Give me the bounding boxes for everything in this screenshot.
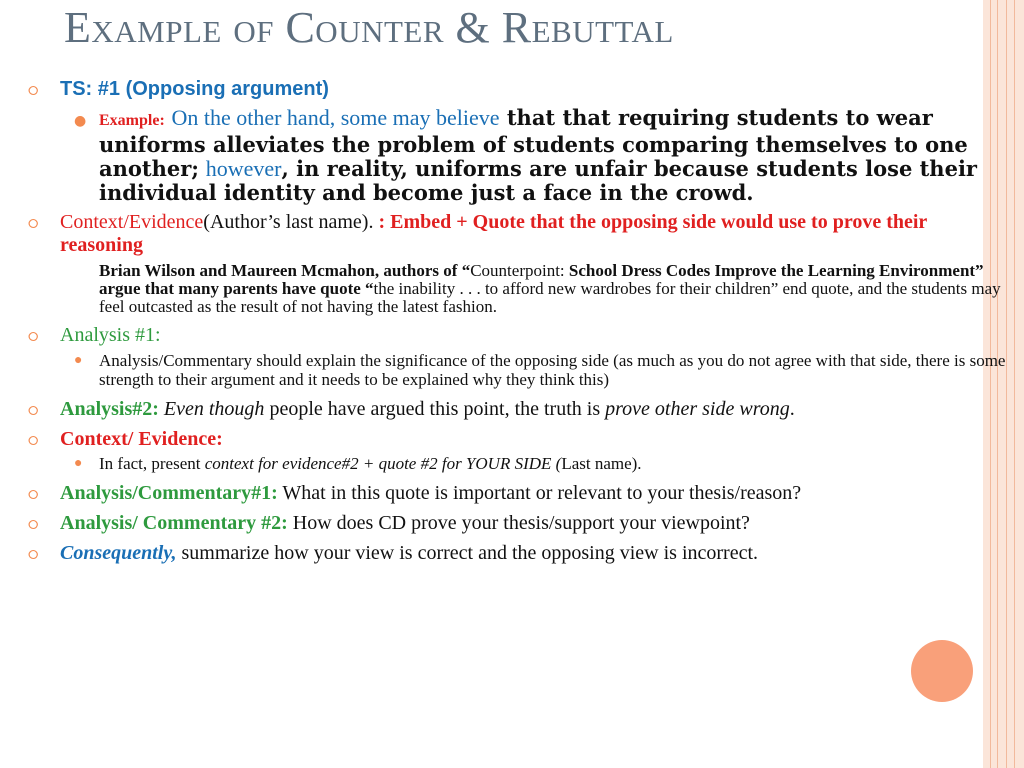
circle-bullet-icon: ⭘ (28, 216, 39, 231)
context-label: Context/Evidence (60, 211, 204, 233)
quote-bold-1: Brian Wilson and Maureen Mcmahon, authors of “ (99, 261, 471, 280)
in-fact-italic: context for evidence#2 + quote #2 for YOUR SIDE ( (204, 454, 562, 473)
slide-content (28, 78, 1012, 572)
example-blue-2: however (205, 156, 282, 181)
bullet-analysis-commentary-1 (28, 482, 1012, 505)
example-blue-1: On the other hand, some may believe (171, 105, 500, 130)
analysis-2-italic-1: Even though (158, 398, 265, 420)
bullet-consequently (28, 542, 1012, 565)
circle-bullet-icon: ⭘ (28, 83, 39, 98)
slide-title: Example of Counter & Rebuttal (64, 3, 674, 52)
analysis-2-text-2: . (789, 398, 795, 420)
ts-label: TS: #1 (Opposing argument) (60, 78, 329, 100)
quote-plain-2: the inability . . . to afford new wardrobes for their children” end quote, and the students may feel outcasted as the result of not having the latest fashion. (99, 279, 1001, 316)
consequently-label: Consequently, (60, 542, 177, 564)
in-fact-text-1: In fact, present (99, 454, 205, 473)
bullet-ts (28, 78, 1012, 101)
bullet-context-evidence-1 (28, 211, 1012, 257)
circle-bullet-icon: ⭘ (28, 487, 39, 502)
bullet-context-evidence-2 (28, 428, 1012, 451)
bullet-in-fact (28, 454, 1012, 473)
analysis-commentary-2-label: Analysis/ Commentary #2: (60, 512, 288, 534)
example-label: Example: (99, 112, 165, 129)
bullet-analysis-commentary (28, 351, 1012, 389)
dot-bullet-icon: ● (74, 456, 83, 471)
bullet-analysis-1 (28, 324, 1012, 347)
quote-block (28, 262, 1012, 316)
circle-bullet-icon: ⭘ (28, 403, 39, 418)
circle-bullet-icon: ⭘ (28, 547, 39, 562)
consequently-text: summarize how your view is correct and the opposing view is incorrect. (176, 542, 759, 564)
quote-plain-1: Counterpoint: (470, 261, 569, 280)
analysis-2-label: Analysis#2: (60, 398, 159, 420)
bullet-example (28, 106, 1012, 205)
analysis-2-text-1: people have argued this point, the truth is (264, 398, 606, 420)
dot-bullet-icon: ● (74, 113, 87, 129)
context-red-text: : Embed + Quote that the opposing side would use to prove their reasoning (60, 211, 927, 256)
analysis-2-italic-2: prove other side wrong (605, 398, 790, 420)
decorative-orange-circle (911, 640, 973, 702)
quote-bold-2: School Dress Codes Improve the Learning Environment” argue that many parents have quote “ (99, 261, 984, 298)
decorative-stripe-line (1014, 0, 1015, 768)
example-text-2: , in reality, uniforms are unfair because students lose their individual identity and become just a face in the crowd. (99, 156, 977, 205)
analysis-commentary-2-text: How does CD prove your thesis/support your viewpoint? (287, 512, 750, 534)
bullet-analysis-commentary-2 (28, 512, 1012, 535)
analysis-1-label: Analysis #1: (60, 324, 161, 346)
analysis-commentary-1-text: What in this quote is important or relevant to your thesis/reason? (277, 482, 802, 504)
context-text: (Author’s last name). (203, 211, 374, 233)
example-text-1: that that requiring students to wear uniforms alleviates the problem of students comparing themselves to one another; (99, 105, 968, 181)
circle-bullet-icon: ⭘ (28, 329, 39, 344)
circle-bullet-icon: ⭘ (28, 433, 39, 448)
analysis-commentary-1-label: Analysis/Commentary#1: (60, 482, 278, 504)
circle-bullet-icon: ⭘ (28, 517, 39, 532)
in-fact-text-2: Last name). (561, 454, 642, 473)
analysis-commentary-text: Analysis/Commentary should explain the significance of the opposing side (as much as you do not agree with that side, there is some strength to their argument and it needs to be explained why they think this) (99, 351, 1006, 389)
context-evidence-2-label: Context/ Evidence: (60, 428, 223, 450)
bullet-analysis-2 (28, 398, 1012, 421)
dot-bullet-icon: ● (74, 353, 83, 368)
